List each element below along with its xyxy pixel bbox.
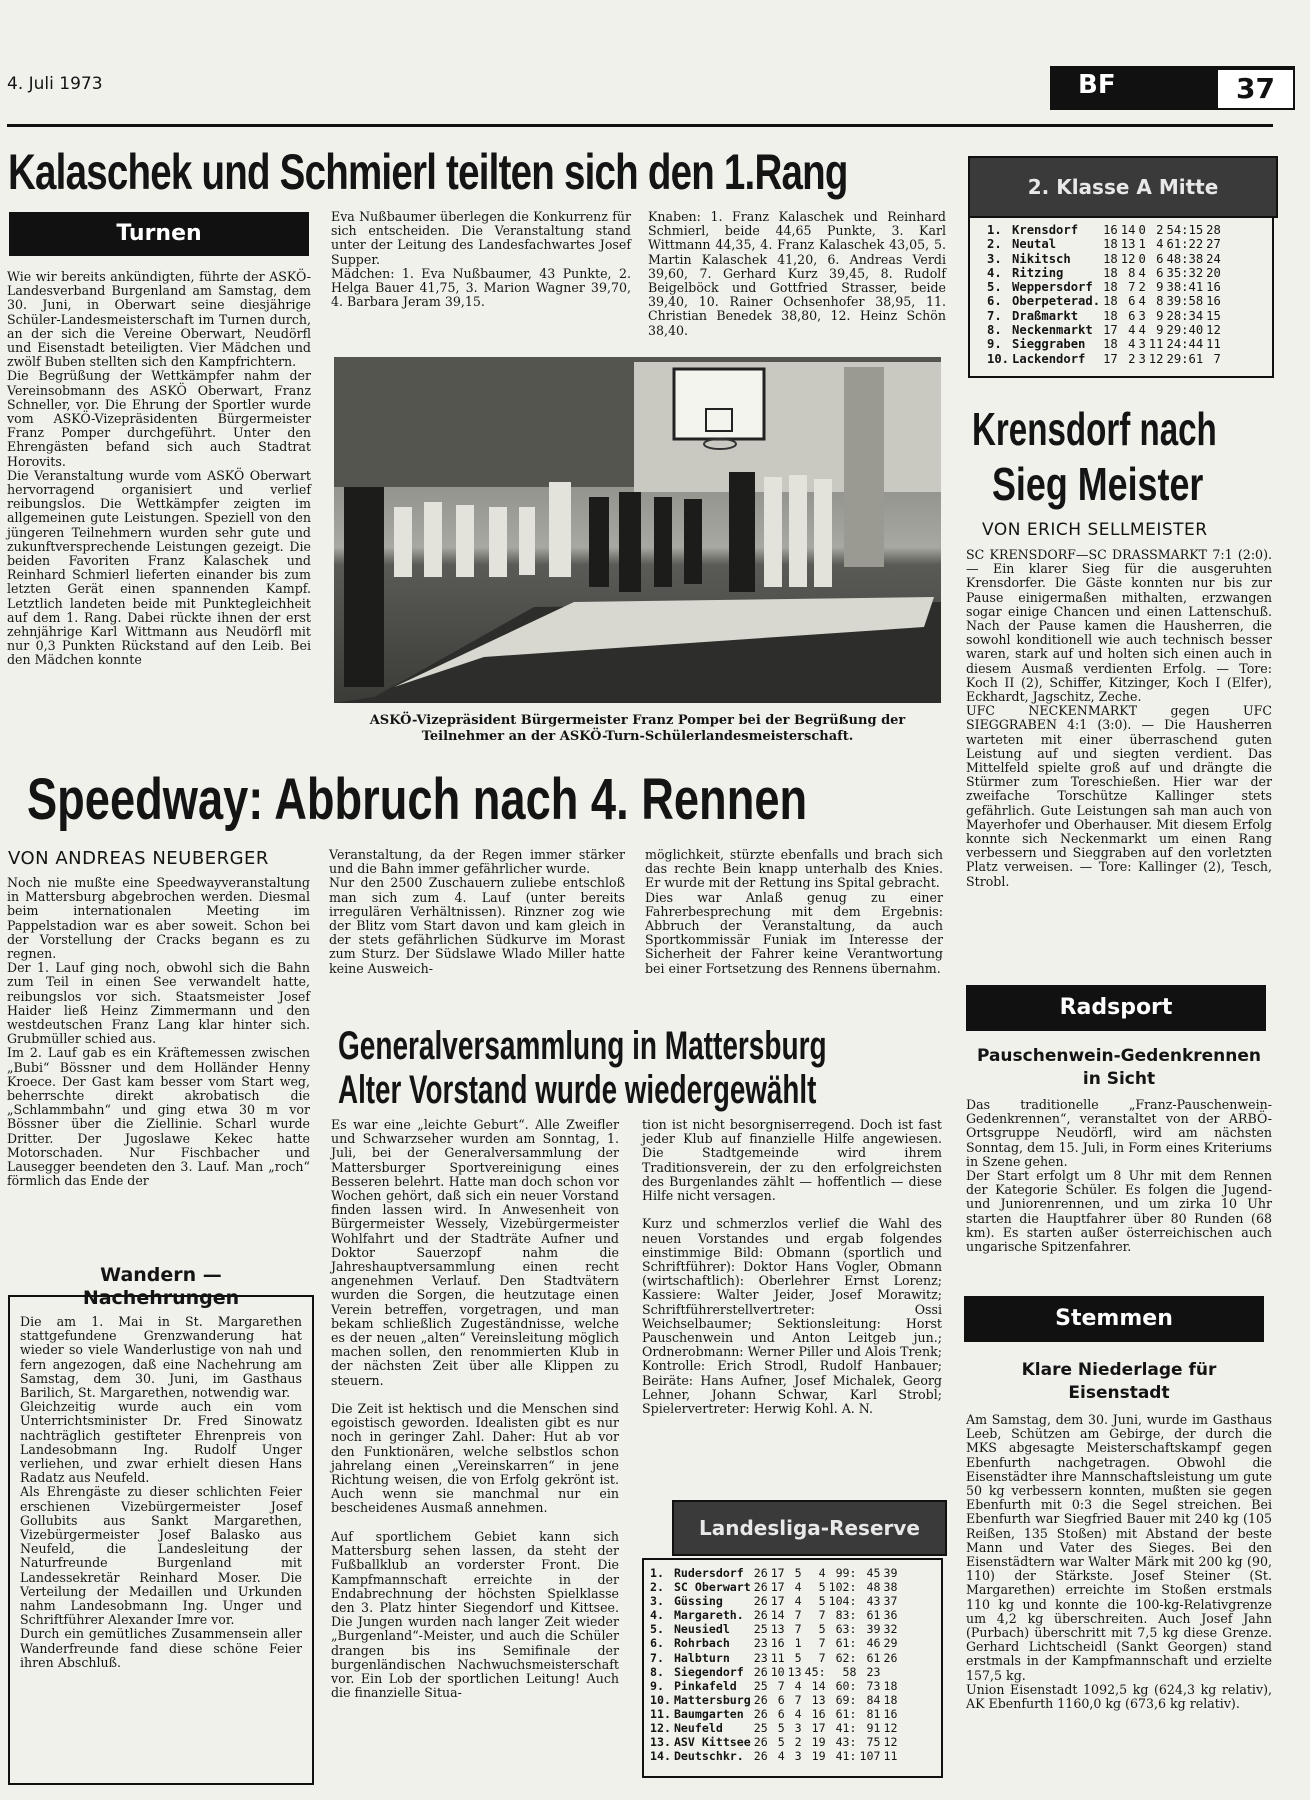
- klasse-cell: 4: [1138, 323, 1146, 338]
- landesliga-cell: Halbturn: [673, 1650, 730, 1665]
- landesliga-cell: 81: [866, 1706, 881, 1721]
- landesliga-row: [650, 1651, 900, 1665]
- klasse-cell: 2: [1138, 280, 1146, 295]
- paper-name: BF: [1078, 70, 1116, 100]
- klasse-cell: 11: [1206, 337, 1221, 352]
- klasse-cell: 16: [1103, 223, 1118, 237]
- landesliga-title-bar: [672, 1500, 947, 1556]
- landesliga-cell: 17: [770, 1580, 785, 1595]
- landesliga-cell: Siegendorf: [673, 1664, 744, 1679]
- klasse-cell: 12: [1148, 351, 1164, 366]
- landesliga-row: [650, 1693, 900, 1707]
- landesliga-cell: 4: [794, 1678, 802, 1693]
- klasse-cell: 5.: [987, 280, 1002, 295]
- turnen-section-label: Turnen: [116, 221, 202, 246]
- landesliga-cell: 62:: [835, 1650, 857, 1665]
- landesliga-cell: [883, 1665, 900, 1679]
- krensdorf-byline: VON ERICH SELLMEISTER: [982, 520, 1208, 540]
- landesliga-cell: 7: [794, 1692, 802, 1707]
- landesliga-row: [650, 1608, 900, 1622]
- klasse-cell: 15: [1206, 308, 1221, 323]
- landesliga-cell: 23: [866, 1664, 881, 1679]
- klasse-table: [987, 223, 1224, 366]
- klasse-row: [987, 280, 1224, 294]
- landesliga-cell: 45: [866, 1566, 881, 1580]
- turnen-photo-caption: ASKÖ-Vizepräsident Bürgermeister Franz Pomper bei der Begrüßung der Teilnehmer an der ASKÖ-Turn-Schülerlandesmeisterschaft.: [369, 713, 906, 744]
- klasse-row: [987, 337, 1224, 351]
- klasse-cell: 7.: [987, 308, 1002, 323]
- landesliga-cell: 73: [866, 1678, 881, 1693]
- klasse-cell: 4: [1128, 323, 1136, 338]
- landesliga-cell: 25: [753, 1622, 768, 1637]
- landesliga-cell: 19: [811, 1749, 826, 1764]
- klasse-cell: Ritzing: [1012, 265, 1064, 280]
- landesliga-cell: 26: [753, 1566, 768, 1580]
- general-headline-2: Alter Vorstand wurde wiedergewählt: [338, 1068, 817, 1112]
- landesliga-cell: 12.: [650, 1721, 671, 1736]
- landesliga-cell: 4: [794, 1580, 802, 1595]
- klasse-cell: 6: [1128, 294, 1136, 309]
- klasse-cell: 17: [1103, 323, 1118, 338]
- landesliga-cell: 18: [883, 1678, 898, 1693]
- turnen-col1: Wie wir bereits ankündigten, führte der ASKÖ-Landesverband Burgenland am Samstag, dem 30. Juni, in Oberwart seine diesjährige Schüler-Landesmeisterschaft im Turnen durch, an der sich die Vereine Oberwart, Neudörfl und Eisenstadt beteiligten. Vier Mädchen und zwölf Buben stellten sich den Kampfrichtern. Die Begrüßung der Wettkämpfer nahm der Vereinsobmann des ASKÖ Oberwart, Franz Schneller, vor. Die Ehrung der Sportler wurde vom ASKÖ-Vizepräsidenten Bürgermeister Franz Pomper durchgeführt. Unter den Ehrengästen befand sich auch Stadtrat Horovits. Die Veranstaltung wurde vom ASKÖ Oberwart hervorragend organisiert und verlief reibungslos. Die Wettkämpfer zeigten im allgemeinen gute Leistungen. Speziell von den jüngeren Teilnehmern wurden sehr gute und zukunftversprechende Leistungen gezeigt. Die beiden Favoriten Franz Kalaschek und Reinhard Schmierl lieferten einander bis zum letzten Gerät einen spannenden Kampf. Letztlich landeten beide mit Punktegleichheit auf dem 1. Rang. Dabei rückte ihnen der erst zehnjährige Karl Wittmann aus Neudörfl mit nur 0,3 Punkten Rückstand auf den Leib. Bei den Mädchen konnte: [7, 269, 311, 668]
- klasse-cell: 8: [1128, 265, 1136, 280]
- general-col1: Es war eine „leichte Geburt“. Alle Zweifler und Schwarzseher wurden am Sonntag, 1. Juli, bei der Generalversammlung der Mattersburger Sportvereinigung eines Besseren belehrt. Hatte man doch schon vor Wochen gehört, daß sich ein neuer Vorstand finden lassen wird. In Anwesenheit von Bürgermeister Wessely, Vizebürgermeister Wohlfahrt und der Stadträte Aufner und Doktor Sauerzopf nahm die Jahreshauptversammlung einen recht angenehmen Verlauf. Den Stadtvätern wurden die Sorgen, die heutzutage einen Verein betreffen, vorgetragen, und man bekam schließlich Zugeständnisse, welche es der neuen „alten“ Vereinsleitung möglich machen sollen, den renommierten Klub in der nächsten Zeit über alle Klippen zu steuern. Die Zeit ist hektisch und die Menschen sind egoistisch geworden. Idealisten gibt es nur noch in geringer Zahl. Daher: Hut ab vor den Funktionären, welche selbstlos schon jahrelang einen „Vereinskarren“ in jene Richtung weisen, die von Erfolg gekrönt ist. Auch wenn sie manchmal nur ein bescheidenes Ausmaß annehmen. Auf sportlichem Gebiet kann sich Mattersburg sehen lassen, da steht der Fußballklub an vorderster Front. Die Kampfmannschaft erreichte in der Endabrechnung der höchsten Spielklasse den 3. Platz hinter Siegendorf und Kittsee. Die Jungen wurden nach langer Zeit wieder „Burgenland“-Meister, und auch die Schüler drangen bis ins Semifinale der burgenländischen Nachwuchsmeisterschaft vor. Ein Lob der sportlichen Leitung! Auch die finanzielle Situa-: [331, 1117, 619, 1701]
- landesliga-row: [650, 1580, 900, 1594]
- klasse-row: [987, 352, 1224, 366]
- klasse-cell: 11: [1148, 337, 1164, 352]
- landesliga-cell: 11.: [650, 1706, 671, 1721]
- landesliga-cell: 3.: [650, 1594, 664, 1609]
- klasse-cell: 28:34: [1166, 308, 1204, 323]
- landesliga-cell: 3: [794, 1749, 802, 1764]
- landesliga-cell: 91: [866, 1721, 881, 1736]
- klasse-cell: 14: [1120, 223, 1136, 237]
- radsport-headline-2: in Sicht: [1082, 1069, 1156, 1089]
- landesliga-cell: 14: [811, 1678, 826, 1693]
- wandern-title-2: Nachehrungen: [82, 1287, 240, 1309]
- landesliga-cell: 26: [753, 1580, 768, 1595]
- klasse-cell: 0: [1138, 223, 1146, 237]
- landesliga-cell: Baumgarten: [673, 1706, 744, 1721]
- landesliga-cell: 18: [883, 1692, 898, 1707]
- landesliga-cell: 60:: [835, 1678, 857, 1693]
- landesliga-cell: 8.: [650, 1664, 664, 1679]
- landesliga-cell: 4: [794, 1594, 802, 1609]
- klasse-cell: 38:41: [1166, 280, 1204, 295]
- klasse-cell: 20: [1206, 265, 1221, 280]
- landesliga-cell: 12: [883, 1721, 898, 1736]
- landesliga-cell: 14: [770, 1608, 785, 1623]
- turnen-col3: Knaben: 1. Franz Kalaschek und Reinhard Schmierl, beide 44,65 Punkte, 3. Karl Wittmann 44,35, 4. Franz Kalaschek 43,05, 5. Martin Kalaschek 41,20, 6. Andreas Verdi 39,60, 7. Gerhard Kurz 39,45, 8. Rudolf Beigelböck und Gottfried Strasser, beide 39,40, 10. Rainer Ochsenhofer 38,95, 11. Christian Benedek 38,80, 12. Heinz Schön 38,40.: [648, 209, 946, 338]
- klasse-cell: 12: [1206, 323, 1221, 338]
- landesliga-cell: 29: [883, 1636, 898, 1651]
- landesliga-row: [650, 1707, 900, 1721]
- page-number: 37: [1216, 68, 1295, 110]
- klasse-cell: 18: [1103, 294, 1118, 309]
- landesliga-cell: 9.: [650, 1678, 664, 1693]
- landesliga-cell: 7.: [650, 1650, 664, 1665]
- klasse-cell: 6: [1156, 265, 1164, 280]
- klasse-cell: 6: [1128, 308, 1136, 323]
- landesliga-cell: 6.: [650, 1636, 664, 1651]
- landesliga-cell: 5: [794, 1566, 802, 1580]
- landesliga-cell: 26: [883, 1650, 898, 1665]
- landesliga-cell: 37: [883, 1594, 898, 1609]
- klasse-cell: 8.: [987, 323, 1002, 338]
- klasse-cell: 3.: [987, 251, 1002, 266]
- landesliga-cell: 7: [818, 1608, 826, 1623]
- landesliga-cell: 7: [794, 1608, 802, 1623]
- klasse-cell: Weppersdorf: [1012, 280, 1093, 295]
- speedway-headline: Speedway: Abbruch nach 4. Rennen: [27, 767, 808, 832]
- landesliga-cell: 13.: [650, 1735, 671, 1750]
- landesliga-cell: 61: [866, 1608, 881, 1623]
- landesliga-cell: 14.: [650, 1749, 671, 1764]
- klasse-cell: 4: [1128, 337, 1136, 352]
- landesliga-cell: Margareth.: [673, 1608, 744, 1623]
- landesliga-cell: 4: [818, 1566, 826, 1580]
- klasse-cell: Lackendorf: [1012, 351, 1086, 366]
- krensdorf-text: SC KRENSDORF—SC DRASSMARKT 7:1 (2:0). — Ein klarer Sieg für die ausgeruhten Krensdorfer. Die Gäste konnten nur bis zur Pause einigermaßen mithalten, erzwangen sogar einige Chancen und einen Lattenschuß. Nach der Pause kamen die Hausherren, die sowohl konditionell wie auch technisch besser waren, stark auf und holten sich einen auch in diesem Ausmaß verdienten Erfolg. — Tore: Koch II (2), Schiffer, Kitzinger, Koch I (Elfer), Eckhardt, Jagschitz, Zeche. UFC NECKENMARKT gegen UFC SIEGGRABEN 4:1 (3:0). — Die Hausherren warteten mit einer überraschend guten Leistung auf und siegten verdient. Das Mittelfeld spielte groß auf und drängte die Stürmer zum Toreschießen. Hier war der zweifache Torschütze Kallinger stets gefährlich. Gute Leistungen sah man auch von Mayerhofer und Oberhauser. Mit diesem Erfolg konnte sich Neckenmarkt um einen Rang verbessern und Sieggraben auf den vorletzten Platz verweisen. — Tore: Kallinger (2), Tesch, Strobl.: [966, 547, 1272, 889]
- landesliga-cell: 102:: [828, 1580, 857, 1595]
- landesliga-cell: 25: [753, 1678, 768, 1693]
- klasse-cell: 18: [1103, 251, 1118, 266]
- issue-date: 4. Juli 1973: [7, 74, 103, 94]
- klasse-cell: Neckenmarkt: [1012, 323, 1093, 338]
- stemmen-headline-1: Klare Niederlage für: [1021, 1360, 1217, 1380]
- general-headline-1: Generalversammlung in Mattersburg: [338, 1024, 827, 1068]
- klasse-cell: 7: [1213, 351, 1221, 366]
- turnen-col2: Eva Nußbaumer überlegen die Konkurrenz für sich entscheiden. Die Veranstaltung stand unter der Leitung des Landesfachwartes Josef Supper. Mädchen: 1. Eva Nußbaumer, 43 Punkte, 2. Helga Bauer 41,75, 3. Marion Wagner 39,70, 4. Barbara Jeram 39,15.: [331, 209, 631, 310]
- klasse-cell: 24: [1206, 251, 1221, 266]
- landesliga-cell: 2: [794, 1735, 802, 1750]
- landesliga-cell: 26: [753, 1706, 768, 1721]
- landesliga-cell: 23: [753, 1650, 768, 1665]
- landesliga-row: [650, 1636, 900, 1650]
- landesliga-cell: ASV Kittsee: [673, 1735, 751, 1750]
- speedway-col1: Noch nie mußte eine Speedwayveranstaltung in Mattersburg abgebrochen werden. Diesmal beim internationalen Meeting im Pappelstadion war es aber soweit. Schon bei der Vorstellung der Cracks begann es zu regnen. Der 1. Lauf ging noch, obwohl sich die Bahn zum Teil in einen See verwandelt hatte, reibungslos vor sich. Staatsmeister Josef Haider ließ Heinz Zimmermann und den westdeutschen Franz Lang klar hinter sich. Grubmüller schied aus. Im 2. Lauf gab es ein Kräftemessen zwischen „Bubi“ Bössner und dem Holländer Henny Kroece. Der Gast kam besser vom Start weg, beherrschte direkt akrobatisch die „Schlammbahn“ und ging etwa 30 m vor Bössner über die Ziellinie. Scharl wurde Dritter. Der Jugoslawe Kekec hatte Motorschaden. Nur Fischbacher und Lausegger beendeten den 3. Lauf. Man „roch“ förmlich das Ende der: [7, 875, 310, 1189]
- klasse-row: [987, 266, 1224, 280]
- landesliga-cell: SC Oberwart: [673, 1580, 751, 1595]
- landesliga-cell: 4: [777, 1749, 785, 1764]
- landesliga-row: [650, 1566, 900, 1580]
- klasse-cell: 6: [1156, 251, 1164, 266]
- landesliga-cell: 26: [753, 1735, 768, 1750]
- landesliga-table: [650, 1566, 900, 1763]
- klasse-cell: 13: [1120, 237, 1136, 252]
- speedway-byline: VON ANDREAS NEUBERGER: [8, 848, 269, 869]
- klasse-cell: 28: [1206, 223, 1221, 237]
- landesliga-cell: 7: [818, 1650, 826, 1665]
- radsport-section-bar: [966, 985, 1266, 1031]
- landesliga-cell: 7: [818, 1636, 826, 1651]
- landesliga-cell: 46: [866, 1636, 881, 1651]
- landesliga-cell: 5: [818, 1594, 826, 1609]
- klasse-cell: 35:32: [1166, 265, 1204, 280]
- landesliga-cell: Rohrbach: [673, 1636, 730, 1651]
- landesliga-cell: 43: [866, 1594, 881, 1609]
- klasse-cell: 4: [1138, 265, 1146, 280]
- landesliga-cell: 48: [866, 1580, 881, 1595]
- klasse-cell: 4: [1156, 237, 1164, 252]
- landesliga-cell: 69:: [835, 1692, 857, 1707]
- klasse-cell: 48:38: [1166, 251, 1204, 266]
- landesliga-cell: Deutschkr.: [673, 1749, 744, 1764]
- klasse-cell: 16: [1206, 280, 1221, 295]
- klasse-title-bar: [968, 156, 1278, 218]
- klasse-cell: Nikitsch: [1012, 251, 1071, 266]
- landesliga-cell: 58: [842, 1664, 857, 1679]
- landesliga-cell: 17: [811, 1721, 826, 1736]
- wandern-text: Die am 1. Mai in St. Margarethen stattgefundene Grenzwanderung hat wieder so viele Wanderlustige von nah und fern angezogen, daß eine Nachehrung am Samstag, dem 30. Juni, im Gasthaus Barilich, St. Margarethen, notwendig war. Gleichzeitig wurde auch ein vom Unterrichtsminister Dr. Fred Sinowatz nachträglich gestifteter Ehrenpreis von Landesobmann Ing. Rudolf Unger verliehen, und zwar erhielt diesen Hans Radatz aus Neufeld. Als Ehrengäste zu dieser schlichten Feier erschienen Vizebürgermeister Josef Gollubits aus Sankt Margarethen, Vizebürgermeister Josef Balasko aus Neufeld, die Landesleitung der Naturfreunde Burgenland mit Landessekretär Reinhard Moser. Die Verteilung der Medaillen und Urkunden nahm Landesobmann Ing. Unger und Schriftführer Alexander Imre vor. Durch ein gemütliches Zusammensein aller Wanderfreunde fand diese schöne Feier ihren Abschluß.: [20, 1314, 302, 1670]
- klasse-row: [987, 294, 1224, 308]
- klasse-cell: 18: [1103, 265, 1118, 280]
- klasse-cell: 8: [1156, 294, 1164, 309]
- landesliga-cell: 26: [753, 1594, 768, 1609]
- landesliga-cell: 26: [753, 1692, 768, 1707]
- landesliga-cell: 107: [859, 1749, 881, 1764]
- klasse-cell: 6.: [987, 294, 1002, 309]
- landesliga-cell: 1.: [650, 1566, 664, 1580]
- klasse-cell: 7: [1128, 280, 1136, 295]
- landesliga-cell: Mattersburg: [673, 1692, 751, 1707]
- klasse-cell: 24:44: [1166, 337, 1204, 352]
- klasse-cell: 2: [1156, 223, 1164, 237]
- stemmen-section-bar: [964, 1296, 1264, 1342]
- landesliga-cell: 23: [753, 1636, 768, 1651]
- landesliga-cell: 26: [753, 1664, 768, 1679]
- stemmen-section-label: Stemmen: [1055, 1306, 1173, 1331]
- landesliga-row: [650, 1721, 900, 1735]
- klasse-cell: 17: [1103, 351, 1118, 366]
- landesliga-table-box: [642, 1558, 943, 1778]
- stemmen-headline-2: Eisenstadt: [1068, 1383, 1170, 1403]
- landesliga-cell: 16: [811, 1706, 826, 1721]
- landesliga-cell: 83:: [835, 1608, 857, 1623]
- landesliga-cell: Güssing: [673, 1594, 723, 1609]
- klasse-cell: Draßmarkt: [1012, 308, 1079, 323]
- klasse-cell: 9: [1156, 280, 1164, 295]
- landesliga-cell: 5: [818, 1580, 826, 1595]
- wandern-title-1: Wandern —: [8, 1264, 314, 1286]
- turnen-headline: Kalaschek und Schmierl teilten sich den 1.Rang: [8, 144, 848, 200]
- klasse-cell: 27: [1206, 237, 1221, 252]
- landesliga-cell: 32: [883, 1622, 898, 1637]
- klasse-cell: 18: [1103, 280, 1118, 295]
- landesliga-cell: 11: [883, 1749, 898, 1764]
- klasse-cell: 16: [1206, 294, 1221, 309]
- landesliga-cell: 39: [883, 1566, 898, 1580]
- landesliga-row: [650, 1749, 900, 1763]
- landesliga-cell: 6: [777, 1692, 785, 1707]
- landesliga-cell: Pinkafeld: [673, 1678, 737, 1693]
- landesliga-cell: 5.: [650, 1622, 664, 1637]
- klasse-cell: 2: [1128, 351, 1136, 366]
- klasse-cell: 4.: [987, 265, 1002, 280]
- landesliga-cell: Neufeld: [673, 1721, 723, 1736]
- klasse-cell: 61:22: [1166, 237, 1204, 252]
- klasse-cell: 3: [1138, 337, 1146, 352]
- klasse-row: [987, 237, 1224, 251]
- landesliga-cell: 84: [866, 1692, 881, 1707]
- klasse-cell: Neutal: [1012, 237, 1057, 252]
- landesliga-cell: 17: [770, 1594, 785, 1609]
- landesliga-cell: Neusiedl: [673, 1622, 730, 1637]
- landesliga-row: [650, 1594, 900, 1608]
- turnen-photo: [334, 357, 941, 703]
- klasse-cell: 9: [1156, 308, 1164, 323]
- klasse-cell: 4: [1138, 294, 1146, 309]
- stemmen-text: Am Samstag, dem 30. Juni, wurde im Gasthaus Leeb, Schützen am Gebirge, der durch die MKS abgesagte Meisterschaftskampf gegen Ebenfurth nachgetragen. Obwohl die Eisenstädter ihre Mannschaftsleistung um gute 50 kg verbessern konnten, mußten sie gegen Ebenfurth mit 0:3 die Segel streichen. Bei Ebenfurth war Siegfried Bauer mit 240 kg (105 Reißen, 135 Stoßen) mit Abstand der beste Mann und Vater des Sieges. Bei den Eisenstädtern war Walter Märk mit 200 kg (90, 110) der Stärkste. Josef Steiner (St. Margarethen) erreichte im Stoßen erstmals 110 kg und konnte die 100-kg-Relativgrenze um 4,2 kg überschreiten. Auch Josef Jahn (Purbach) überschritt mit 7,5 kg diese Grenze. Gerhard Lichtscheidl (Sankt Georgen) stand erstmals in der Kampfmannschaft und erzielte 157,5 kg. Union Eisenstadt 1092,5 kg (624,3 kg relativ), AK Ebenfurth 1160,0 kg (673,6 kg relativ).: [966, 1412, 1272, 1712]
- klasse-row: [987, 223, 1224, 237]
- krensdorf-headline-1: Krensdorf nach: [972, 403, 1217, 455]
- landesliga-cell: 25: [753, 1721, 768, 1736]
- klasse-cell: 18: [1103, 337, 1118, 352]
- radsport-text: Das traditionelle „Franz-Pauschenwein-Gedenkrennen“, veranstaltet von der ARBÖ-Ortsgruppe Neudörfl, wird am nächsten Sonntag, dem 15. Juli, in Form eines Kriteriums in Szene gehen. Der Start erfolgt um 8 Uhr mit dem Rennen der Kategorie Schüler. Es folgen die Jugend- und Juniorenrennen, und um zirka 10 Uhr starten die Hauptfahrer über 80 Runden (68 km). Es starten außer österreichischen auch ungarische Spitzenfahrer.: [966, 1097, 1272, 1255]
- landesliga-cell: 13: [770, 1622, 785, 1637]
- speedway-col2: Veranstaltung, da der Regen immer stärker und die Bahn immer gefährlicher wurde. Nur den 2500 Zuschauern zuliebe entschloß man sich zum 4. Lauf (unter bereits irregulären Verhältnissen). Rinzner zog wie der Blitz vom Start davon und kam gleich in der stets gefährlichen Südkurve im Morast zum Sturz. Der Südslawe Wlado Miller hatte keine Ausweich-: [329, 847, 625, 976]
- landesliga-cell: Rudersdorf: [673, 1566, 744, 1580]
- klasse-cell: 54:15: [1166, 223, 1204, 237]
- radsport-headline-1: Pauschenwein-Gedenkrennen: [976, 1046, 1262, 1066]
- turnen-section-bar: [9, 212, 309, 256]
- klasse-row: [987, 252, 1224, 266]
- klasse-title: 2. Klasse A Mitte: [1027, 175, 1219, 199]
- landesliga-cell: 5: [794, 1650, 802, 1665]
- landesliga-cell: 10.: [650, 1692, 671, 1707]
- general-col2: tion ist nicht besorgniserregend. Doch ist fast jeder Klub auf finanzielle Hilfe angewiesen. Die Stadtgemeinde wird ihrem Traditionsverein, der zu den erfolgreichsten des Burgenlandes zählt — hoffentlich — diese Hilfe nicht versagen. Kurz und schmerzlos verlief die Wahl des neuen Vorstandes und ergab folgendes einstimmige Bild: Obmann (sportlich und Schriftführer): Doktor Hans Vogler, Obmann (wirtschaftlich): Oberlehrer Ernst Lorenz; Kassiere: Walter Jeider, Josef Morawitz; Schriftführerstellvertreter: Ossi Weichselbaumer; Sektionsleitung: Horst Pauschenwein und Anton Leitgeb jun.; Ordnerobmann: Werner Piller und Alois Trenk; Kontrolle: Erich Strodl, Rudolf Hanbauer; Beiräte: Hans Aufner, Josef Michalek, Georg Lehner, Johann Schwar, Karl Strobl; Spielervertreter: Herwig Kohl. A. N.: [642, 1117, 942, 1417]
- landesliga-cell: 10: [770, 1664, 785, 1679]
- landesliga-cell: 4: [794, 1706, 802, 1721]
- krensdorf-headline-2: Sieg Meister: [992, 458, 1204, 510]
- klasse-cell: Oberpeterad.: [1012, 294, 1101, 309]
- klasse-row: [987, 309, 1224, 323]
- klasse-cell: 9: [1156, 323, 1164, 338]
- paper-badge: [1050, 66, 1295, 110]
- landesliga-cell: 41:: [835, 1721, 857, 1736]
- landesliga-cell: 38: [883, 1580, 898, 1595]
- landesliga-cell: 26: [753, 1749, 768, 1764]
- landesliga-cell: 5: [818, 1622, 826, 1637]
- klasse-cell: Krensdorf: [1012, 223, 1079, 237]
- landesliga-cell: 39: [866, 1622, 881, 1637]
- klasse-cell: 12: [1120, 251, 1136, 266]
- klasse-cell: 0: [1138, 251, 1146, 266]
- landesliga-cell: 99:: [835, 1566, 857, 1580]
- klasse-cell: 1: [1138, 237, 1146, 252]
- landesliga-cell: 7: [777, 1678, 785, 1693]
- landesliga-cell: 16: [883, 1706, 898, 1721]
- klasse-cell: 39:58: [1166, 294, 1204, 309]
- landesliga-cell: 36: [883, 1608, 898, 1623]
- landesliga-row: [650, 1735, 900, 1749]
- landesliga-cell: 16: [770, 1636, 785, 1651]
- landesliga-cell: 45:: [804, 1664, 826, 1679]
- landesliga-cell: 11: [770, 1650, 785, 1665]
- speedway-col3: möglichkeit, stürzte ebenfalls und brach sich das rechte Bein knapp unterhalb des Knies. Er wurde mit der Rettung ins Spital gebracht. Dies war Anlaß genug zu einer Fahrerbesprechung mit dem Ergebnis: Abbruch der Veranstaltung, da auch Sportkommissär Funiak im Interesse der Sicherheit der Fahrer keine Verantwortung bei einer Fortsetzung des Rennens übernahm.: [645, 847, 943, 976]
- landesliga-row: [650, 1622, 900, 1636]
- klasse-cell: 9.: [987, 337, 1002, 352]
- klasse-cell: 29:61: [1166, 351, 1204, 366]
- klasse-cell: Sieggraben: [1012, 337, 1086, 352]
- radsport-section-label: Radsport: [1059, 995, 1173, 1020]
- landesliga-row: [650, 1665, 900, 1679]
- klasse-cell: 18: [1103, 308, 1118, 323]
- klasse-cell: 18: [1103, 237, 1118, 252]
- landesliga-cell: 63:: [835, 1622, 857, 1637]
- klasse-cell: 2.: [987, 237, 1002, 252]
- klasse-table-box: [968, 218, 1274, 378]
- landesliga-cell: 17: [770, 1566, 785, 1580]
- landesliga-cell: 1: [794, 1636, 802, 1651]
- landesliga-cell: 43:: [835, 1735, 857, 1750]
- klasse-row: [987, 323, 1224, 337]
- landesliga-cell: 5: [777, 1735, 785, 1750]
- gymnasts-photo-illustration: [334, 357, 941, 703]
- masthead-rule: [7, 124, 1273, 127]
- landesliga-row: [650, 1679, 900, 1693]
- landesliga-cell: 7: [794, 1622, 802, 1637]
- landesliga-cell: 41:: [835, 1749, 857, 1764]
- landesliga-cell: 19: [811, 1735, 826, 1750]
- landesliga-cell: 61:: [835, 1636, 857, 1651]
- landesliga-cell: 5: [777, 1721, 785, 1736]
- landesliga-cell: 13: [811, 1692, 826, 1707]
- klasse-cell: 10.: [987, 351, 1010, 366]
- klasse-cell: 1.: [987, 223, 1002, 237]
- landesliga-cell: 13: [787, 1664, 802, 1679]
- landesliga-cell: 12: [883, 1735, 898, 1750]
- landesliga-cell: 61:: [835, 1706, 857, 1721]
- landesliga-cell: 26: [753, 1608, 768, 1623]
- landesliga-cell: 6: [777, 1706, 785, 1721]
- landesliga-cell: 61: [866, 1650, 881, 1665]
- landesliga-cell: 104:: [828, 1594, 857, 1609]
- klasse-cell: 3: [1138, 351, 1146, 366]
- landesliga-title: Landesliga-Reserve: [699, 1516, 920, 1540]
- landesliga-cell: 4.: [650, 1608, 664, 1623]
- landesliga-cell: 2.: [650, 1580, 664, 1595]
- landesliga-cell: 3: [794, 1721, 802, 1736]
- klasse-cell: 29:40: [1166, 323, 1204, 338]
- landesliga-cell: 75: [866, 1735, 881, 1750]
- klasse-cell: 3: [1138, 308, 1146, 323]
